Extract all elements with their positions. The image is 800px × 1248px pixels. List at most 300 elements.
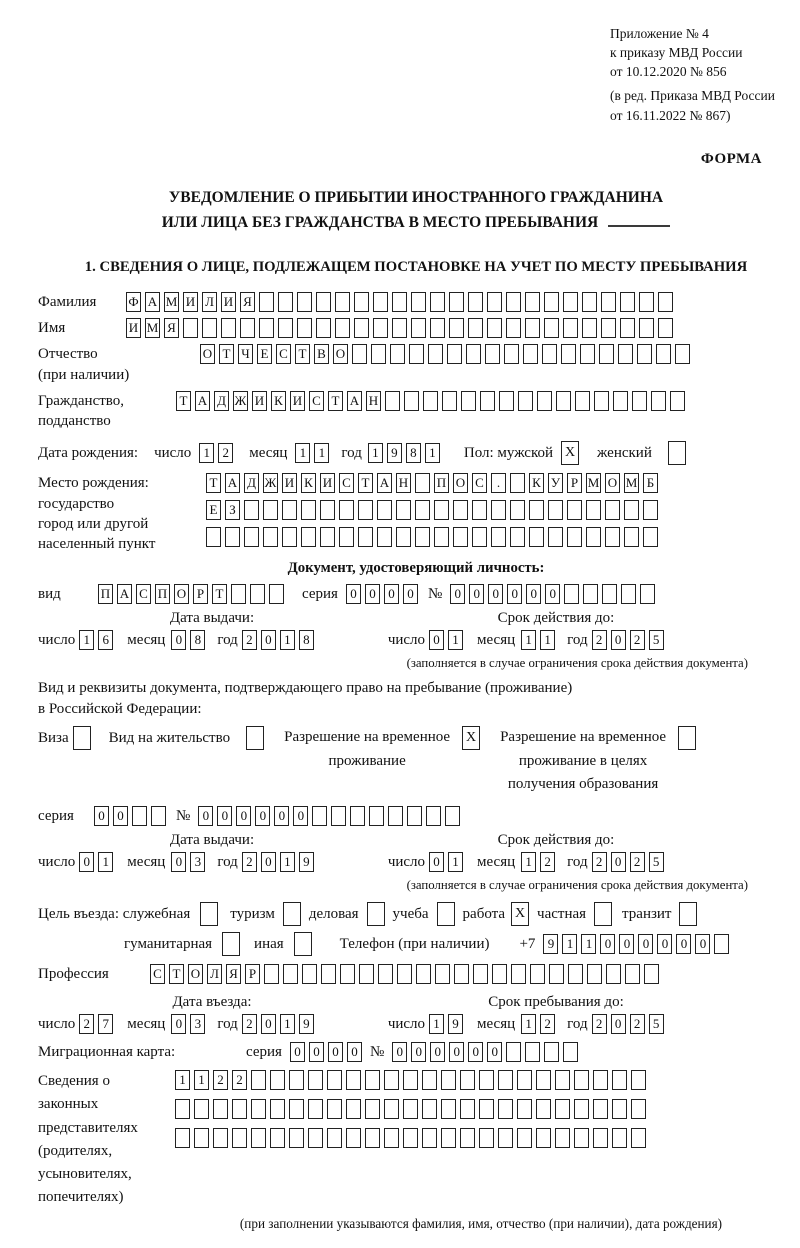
char-box[interactable] bbox=[278, 292, 293, 312]
res-valid-month-boxes[interactable] bbox=[521, 852, 559, 872]
char-box[interactable]: 8 bbox=[299, 630, 314, 650]
char-box[interactable] bbox=[301, 527, 316, 547]
char-box[interactable] bbox=[403, 1070, 418, 1090]
char-box[interactable]: И bbox=[320, 473, 335, 493]
char-box[interactable] bbox=[491, 527, 506, 547]
char-box[interactable] bbox=[346, 1070, 361, 1090]
char-box[interactable]: 0 bbox=[429, 630, 444, 650]
char-box[interactable]: 1 bbox=[540, 630, 555, 650]
char-box[interactable]: Е bbox=[257, 344, 272, 364]
entry-month-boxes[interactable] bbox=[171, 1014, 209, 1034]
char-box[interactable] bbox=[244, 500, 259, 520]
char-box[interactable] bbox=[396, 527, 411, 547]
res-issue-month-boxes[interactable] bbox=[171, 852, 209, 872]
char-box[interactable]: 0 bbox=[450, 584, 465, 604]
char-box[interactable] bbox=[602, 584, 617, 604]
char-box[interactable]: 2 bbox=[242, 1014, 257, 1034]
official-checkbox[interactable] bbox=[200, 902, 222, 926]
char-box[interactable] bbox=[454, 964, 469, 984]
char-box[interactable]: 2 bbox=[630, 852, 645, 872]
char-box[interactable] bbox=[384, 1070, 399, 1090]
char-box[interactable] bbox=[517, 1099, 532, 1119]
char-box[interactable] bbox=[498, 1128, 513, 1148]
study-checkbox[interactable] bbox=[437, 902, 459, 926]
char-box[interactable] bbox=[213, 1099, 228, 1119]
char-box[interactable] bbox=[561, 344, 576, 364]
char-box[interactable] bbox=[308, 1070, 323, 1090]
char-box[interactable]: 0 bbox=[384, 584, 399, 604]
char-box[interactable] bbox=[643, 500, 658, 520]
char-box[interactable]: 0 bbox=[507, 584, 522, 604]
char-box[interactable] bbox=[385, 391, 400, 411]
char-box[interactable] bbox=[575, 391, 590, 411]
char-box[interactable] bbox=[371, 344, 386, 364]
char-box[interactable] bbox=[384, 1099, 399, 1119]
char-box[interactable]: Д bbox=[214, 391, 229, 411]
char-box[interactable]: М bbox=[586, 473, 601, 493]
char-box[interactable] bbox=[518, 391, 533, 411]
char-box[interactable] bbox=[479, 1070, 494, 1090]
char-box[interactable] bbox=[151, 806, 166, 826]
char-box[interactable] bbox=[460, 1070, 475, 1090]
id-valid-month-boxes[interactable] bbox=[521, 630, 559, 650]
id-kind-boxes[interactable] bbox=[98, 584, 288, 604]
char-box[interactable] bbox=[435, 964, 450, 984]
char-box[interactable] bbox=[289, 1070, 304, 1090]
char-box[interactable]: 1 bbox=[295, 443, 310, 463]
char-box[interactable]: 1 bbox=[521, 1014, 536, 1034]
char-box[interactable] bbox=[468, 292, 483, 312]
char-box[interactable] bbox=[472, 500, 487, 520]
char-box[interactable] bbox=[312, 806, 327, 826]
char-box[interactable]: 0 bbox=[346, 584, 361, 604]
char-box[interactable]: 2 bbox=[79, 1014, 94, 1034]
char-box[interactable] bbox=[466, 344, 481, 364]
char-box[interactable] bbox=[132, 806, 147, 826]
char-box[interactable] bbox=[415, 500, 430, 520]
char-box[interactable]: С bbox=[276, 344, 291, 364]
char-box[interactable]: X bbox=[462, 726, 480, 750]
char-box[interactable] bbox=[620, 292, 635, 312]
char-box[interactable] bbox=[194, 1099, 209, 1119]
char-box[interactable] bbox=[278, 318, 293, 338]
char-box[interactable] bbox=[574, 1128, 589, 1148]
char-box[interactable] bbox=[460, 1128, 475, 1148]
char-box[interactable] bbox=[491, 500, 506, 520]
stay-month-boxes[interactable] bbox=[521, 1014, 559, 1034]
char-box[interactable] bbox=[202, 318, 217, 338]
char-box[interactable] bbox=[321, 964, 336, 984]
char-box[interactable] bbox=[612, 1099, 627, 1119]
visa-checkbox[interactable] bbox=[73, 726, 95, 750]
char-box[interactable]: Д bbox=[244, 473, 259, 493]
char-box[interactable] bbox=[441, 1070, 456, 1090]
char-box[interactable] bbox=[517, 1128, 532, 1148]
char-box[interactable]: 0 bbox=[261, 1014, 276, 1034]
char-box[interactable] bbox=[289, 1128, 304, 1148]
char-box[interactable] bbox=[601, 292, 616, 312]
char-box[interactable] bbox=[194, 1128, 209, 1148]
char-box[interactable]: С bbox=[136, 584, 151, 604]
char-box[interactable] bbox=[415, 527, 430, 547]
char-box[interactable]: М bbox=[145, 318, 160, 338]
char-box[interactable] bbox=[523, 344, 538, 364]
char-box[interactable] bbox=[434, 500, 449, 520]
char-box[interactable] bbox=[506, 1042, 521, 1062]
char-box[interactable]: 0 bbox=[657, 934, 672, 954]
birth-place-row1-boxes[interactable] bbox=[206, 473, 662, 493]
char-box[interactable] bbox=[548, 500, 563, 520]
char-box[interactable] bbox=[643, 527, 658, 547]
char-box[interactable]: И bbox=[252, 391, 267, 411]
char-box[interactable]: 3 bbox=[190, 1014, 205, 1034]
char-box[interactable] bbox=[530, 964, 545, 984]
char-box[interactable] bbox=[549, 964, 564, 984]
char-box[interactable] bbox=[536, 1128, 551, 1148]
char-box[interactable]: 1 bbox=[368, 443, 383, 463]
char-box[interactable] bbox=[536, 1099, 551, 1119]
char-box[interactable] bbox=[335, 292, 350, 312]
char-box[interactable] bbox=[283, 964, 298, 984]
char-box[interactable] bbox=[407, 806, 422, 826]
char-box[interactable] bbox=[320, 500, 335, 520]
char-box[interactable]: 1 bbox=[79, 630, 94, 650]
char-box[interactable] bbox=[542, 344, 557, 364]
char-box[interactable]: 0 bbox=[488, 584, 503, 604]
char-box[interactable] bbox=[377, 527, 392, 547]
char-box[interactable]: А bbox=[377, 473, 392, 493]
char-box[interactable] bbox=[612, 1070, 627, 1090]
char-box[interactable] bbox=[529, 527, 544, 547]
mig-number-boxes[interactable] bbox=[392, 1042, 582, 1062]
char-box[interactable] bbox=[411, 318, 426, 338]
char-box[interactable] bbox=[485, 344, 500, 364]
char-box[interactable]: 2 bbox=[540, 1014, 555, 1034]
id-valid-day-boxes[interactable] bbox=[429, 630, 467, 650]
char-box[interactable]: К bbox=[529, 473, 544, 493]
char-box[interactable] bbox=[434, 527, 449, 547]
char-box[interactable] bbox=[316, 318, 331, 338]
char-box[interactable]: 2 bbox=[242, 630, 257, 650]
char-box[interactable] bbox=[631, 1070, 646, 1090]
char-box[interactable]: 5 bbox=[649, 1014, 664, 1034]
char-box[interactable] bbox=[358, 500, 373, 520]
char-box[interactable] bbox=[441, 1128, 456, 1148]
char-box[interactable] bbox=[269, 584, 284, 604]
char-box[interactable] bbox=[404, 391, 419, 411]
char-box[interactable] bbox=[231, 584, 246, 604]
char-box[interactable]: Ж bbox=[263, 473, 278, 493]
char-box[interactable] bbox=[587, 964, 602, 984]
birth-year-boxes[interactable] bbox=[368, 443, 444, 463]
char-box[interactable]: И bbox=[126, 318, 141, 338]
char-box[interactable]: 2 bbox=[630, 1014, 645, 1034]
char-box[interactable]: 0 bbox=[611, 630, 626, 650]
char-box[interactable] bbox=[582, 318, 597, 338]
char-box[interactable] bbox=[244, 527, 259, 547]
char-box[interactable]: 0 bbox=[309, 1042, 324, 1062]
char-box[interactable] bbox=[283, 902, 301, 926]
char-box[interactable]: 0 bbox=[619, 934, 634, 954]
char-box[interactable]: 9 bbox=[299, 852, 314, 872]
char-box[interactable]: 9 bbox=[387, 443, 402, 463]
sex-female-checkbox[interactable] bbox=[668, 441, 690, 465]
char-box[interactable] bbox=[270, 1070, 285, 1090]
char-box[interactable] bbox=[430, 292, 445, 312]
res-series-boxes[interactable] bbox=[94, 806, 170, 826]
char-box[interactable] bbox=[487, 318, 502, 338]
char-box[interactable]: 1 bbox=[280, 630, 295, 650]
char-box[interactable] bbox=[354, 318, 369, 338]
char-box[interactable] bbox=[354, 292, 369, 312]
char-box[interactable] bbox=[320, 527, 335, 547]
char-box[interactable]: 1 bbox=[521, 630, 536, 650]
char-box[interactable] bbox=[403, 1128, 418, 1148]
char-box[interactable] bbox=[221, 318, 236, 338]
char-box[interactable]: 0 bbox=[171, 852, 186, 872]
char-box[interactable] bbox=[679, 902, 697, 926]
char-box[interactable] bbox=[339, 500, 354, 520]
char-box[interactable] bbox=[473, 964, 488, 984]
char-box[interactable]: 1 bbox=[425, 443, 440, 463]
other-checkbox[interactable] bbox=[294, 932, 316, 956]
char-box[interactable]: 0 bbox=[695, 934, 710, 954]
char-box[interactable] bbox=[460, 1099, 475, 1119]
char-box[interactable]: Б bbox=[643, 473, 658, 493]
char-box[interactable] bbox=[437, 902, 455, 926]
char-box[interactable] bbox=[327, 1099, 342, 1119]
char-box[interactable]: Р bbox=[245, 964, 260, 984]
char-box[interactable] bbox=[442, 391, 457, 411]
char-box[interactable]: 9 bbox=[448, 1014, 463, 1034]
id-issue-day-boxes[interactable] bbox=[79, 630, 117, 650]
char-box[interactable]: 0 bbox=[487, 1042, 502, 1062]
char-box[interactable] bbox=[264, 964, 279, 984]
char-box[interactable] bbox=[396, 500, 411, 520]
char-box[interactable] bbox=[624, 500, 639, 520]
char-box[interactable]: 0 bbox=[638, 934, 653, 954]
char-box[interactable]: Н bbox=[396, 473, 411, 493]
char-box[interactable] bbox=[612, 1128, 627, 1148]
char-box[interactable]: С bbox=[472, 473, 487, 493]
char-box[interactable]: 0 bbox=[274, 806, 289, 826]
char-box[interactable] bbox=[670, 391, 685, 411]
char-box[interactable]: И bbox=[282, 473, 297, 493]
char-box[interactable]: 0 bbox=[236, 806, 251, 826]
char-box[interactable] bbox=[536, 1070, 551, 1090]
char-box[interactable]: 1 bbox=[581, 934, 596, 954]
char-box[interactable] bbox=[73, 726, 91, 750]
char-box[interactable]: 1 bbox=[562, 934, 577, 954]
char-box[interactable] bbox=[397, 964, 412, 984]
char-box[interactable] bbox=[259, 318, 274, 338]
char-box[interactable] bbox=[517, 1070, 532, 1090]
char-box[interactable] bbox=[492, 964, 507, 984]
char-box[interactable] bbox=[367, 902, 385, 926]
char-box[interactable] bbox=[568, 964, 583, 984]
char-box[interactable]: 0 bbox=[261, 852, 276, 872]
char-box[interactable] bbox=[327, 1070, 342, 1090]
char-box[interactable] bbox=[428, 344, 443, 364]
char-box[interactable] bbox=[346, 1099, 361, 1119]
char-box[interactable] bbox=[564, 584, 579, 604]
res-number-boxes[interactable] bbox=[198, 806, 464, 826]
char-box[interactable] bbox=[504, 344, 519, 364]
char-box[interactable] bbox=[449, 292, 464, 312]
char-box[interactable]: 2 bbox=[630, 630, 645, 650]
char-box[interactable]: С bbox=[150, 964, 165, 984]
char-box[interactable]: Е bbox=[206, 500, 221, 520]
birth-day-boxes[interactable] bbox=[199, 443, 237, 463]
char-box[interactable]: Т bbox=[212, 584, 227, 604]
mig-series-boxes[interactable] bbox=[290, 1042, 366, 1062]
char-box[interactable]: 0 bbox=[676, 934, 691, 954]
char-box[interactable] bbox=[232, 1128, 247, 1148]
char-box[interactable]: 0 bbox=[290, 1042, 305, 1062]
char-box[interactable] bbox=[384, 1128, 399, 1148]
char-box[interactable] bbox=[302, 964, 317, 984]
char-box[interactable]: 0 bbox=[392, 1042, 407, 1062]
char-box[interactable]: 2 bbox=[232, 1070, 247, 1090]
char-box[interactable] bbox=[422, 1099, 437, 1119]
char-box[interactable] bbox=[555, 1070, 570, 1090]
char-box[interactable] bbox=[282, 527, 297, 547]
char-box[interactable] bbox=[297, 318, 312, 338]
char-box[interactable]: Л bbox=[202, 292, 217, 312]
char-box[interactable]: М bbox=[624, 473, 639, 493]
char-box[interactable]: 0 bbox=[611, 852, 626, 872]
char-box[interactable] bbox=[297, 292, 312, 312]
char-box[interactable] bbox=[453, 527, 468, 547]
char-box[interactable] bbox=[373, 318, 388, 338]
char-box[interactable]: С bbox=[309, 391, 324, 411]
char-box[interactable] bbox=[639, 292, 654, 312]
char-box[interactable] bbox=[246, 726, 264, 750]
char-box[interactable] bbox=[525, 292, 540, 312]
transit-checkbox[interactable] bbox=[679, 902, 701, 926]
phone-boxes[interactable] bbox=[543, 934, 733, 954]
char-box[interactable]: 8 bbox=[406, 443, 421, 463]
char-box[interactable] bbox=[468, 318, 483, 338]
char-box[interactable] bbox=[644, 964, 659, 984]
char-box[interactable]: Т bbox=[169, 964, 184, 984]
char-box[interactable]: В bbox=[314, 344, 329, 364]
char-box[interactable]: И bbox=[221, 292, 236, 312]
char-box[interactable] bbox=[316, 292, 331, 312]
char-box[interactable] bbox=[599, 344, 614, 364]
char-box[interactable] bbox=[606, 964, 621, 984]
char-box[interactable]: 0 bbox=[94, 806, 109, 826]
char-box[interactable] bbox=[350, 806, 365, 826]
char-box[interactable] bbox=[498, 1099, 513, 1119]
char-box[interactable] bbox=[594, 391, 609, 411]
char-box[interactable]: Т bbox=[219, 344, 234, 364]
char-box[interactable]: Р bbox=[193, 584, 208, 604]
temp-residence-edu-checkbox[interactable] bbox=[678, 726, 700, 750]
char-box[interactable] bbox=[240, 318, 255, 338]
char-box[interactable]: У bbox=[548, 473, 563, 493]
char-box[interactable]: 0 bbox=[403, 584, 418, 604]
char-box[interactable] bbox=[555, 1128, 570, 1148]
char-box[interactable]: Р bbox=[567, 473, 582, 493]
char-box[interactable] bbox=[594, 902, 612, 926]
char-box[interactable] bbox=[213, 1128, 228, 1148]
char-box[interactable] bbox=[416, 964, 431, 984]
char-box[interactable]: 2 bbox=[540, 852, 555, 872]
char-box[interactable] bbox=[593, 1099, 608, 1119]
char-box[interactable]: О bbox=[453, 473, 468, 493]
char-box[interactable] bbox=[510, 527, 525, 547]
char-box[interactable]: О bbox=[200, 344, 215, 364]
char-box[interactable] bbox=[441, 1099, 456, 1119]
char-box[interactable] bbox=[461, 391, 476, 411]
char-box[interactable]: 2 bbox=[592, 1014, 607, 1034]
char-box[interactable]: К bbox=[271, 391, 286, 411]
char-box[interactable]: X bbox=[511, 902, 529, 926]
char-box[interactable] bbox=[447, 344, 462, 364]
char-box[interactable] bbox=[308, 1099, 323, 1119]
char-box[interactable]: 0 bbox=[365, 584, 380, 604]
char-box[interactable]: 0 bbox=[79, 852, 94, 872]
char-box[interactable]: 2 bbox=[218, 443, 233, 463]
char-box[interactable] bbox=[422, 1070, 437, 1090]
char-box[interactable] bbox=[331, 806, 346, 826]
char-box[interactable] bbox=[365, 1070, 380, 1090]
char-box[interactable]: Т bbox=[295, 344, 310, 364]
char-box[interactable] bbox=[593, 1128, 608, 1148]
char-box[interactable] bbox=[605, 500, 620, 520]
char-box[interactable] bbox=[365, 1099, 380, 1119]
char-box[interactable] bbox=[403, 1099, 418, 1119]
char-box[interactable] bbox=[294, 932, 312, 956]
char-box[interactable] bbox=[359, 964, 374, 984]
char-box[interactable] bbox=[582, 292, 597, 312]
char-box[interactable]: 1 bbox=[448, 630, 463, 650]
char-box[interactable] bbox=[422, 1128, 437, 1148]
char-box[interactable]: 1 bbox=[429, 1014, 444, 1034]
humanitarian-checkbox[interactable] bbox=[222, 932, 244, 956]
char-box[interactable]: 1 bbox=[280, 852, 295, 872]
id-valid-year-boxes[interactable] bbox=[592, 630, 668, 650]
char-box[interactable]: 2 bbox=[242, 852, 257, 872]
char-box[interactable] bbox=[563, 292, 578, 312]
id-issue-year-boxes[interactable] bbox=[242, 630, 318, 650]
char-box[interactable]: 0 bbox=[469, 584, 484, 604]
char-box[interactable] bbox=[631, 1128, 646, 1148]
char-box[interactable]: 0 bbox=[429, 852, 444, 872]
char-box[interactable] bbox=[658, 318, 673, 338]
char-box[interactable]: П bbox=[98, 584, 113, 604]
char-box[interactable] bbox=[232, 1099, 247, 1119]
char-box[interactable] bbox=[472, 527, 487, 547]
char-box[interactable] bbox=[263, 500, 278, 520]
char-box[interactable]: А bbox=[145, 292, 160, 312]
res-valid-year-boxes[interactable] bbox=[592, 852, 668, 872]
char-box[interactable]: О bbox=[605, 473, 620, 493]
entry-year-boxes[interactable] bbox=[242, 1014, 318, 1034]
char-box[interactable]: 5 bbox=[649, 630, 664, 650]
birth-place-row3-boxes[interactable] bbox=[206, 527, 662, 547]
char-box[interactable] bbox=[479, 1099, 494, 1119]
char-box[interactable]: 9 bbox=[299, 1014, 314, 1034]
id-number-boxes[interactable] bbox=[450, 584, 659, 604]
char-box[interactable] bbox=[392, 318, 407, 338]
char-box[interactable]: Я bbox=[164, 318, 179, 338]
char-box[interactable] bbox=[506, 292, 521, 312]
char-box[interactable] bbox=[574, 1099, 589, 1119]
char-box[interactable] bbox=[714, 934, 729, 954]
birth-place-row2-boxes[interactable] bbox=[206, 500, 662, 520]
